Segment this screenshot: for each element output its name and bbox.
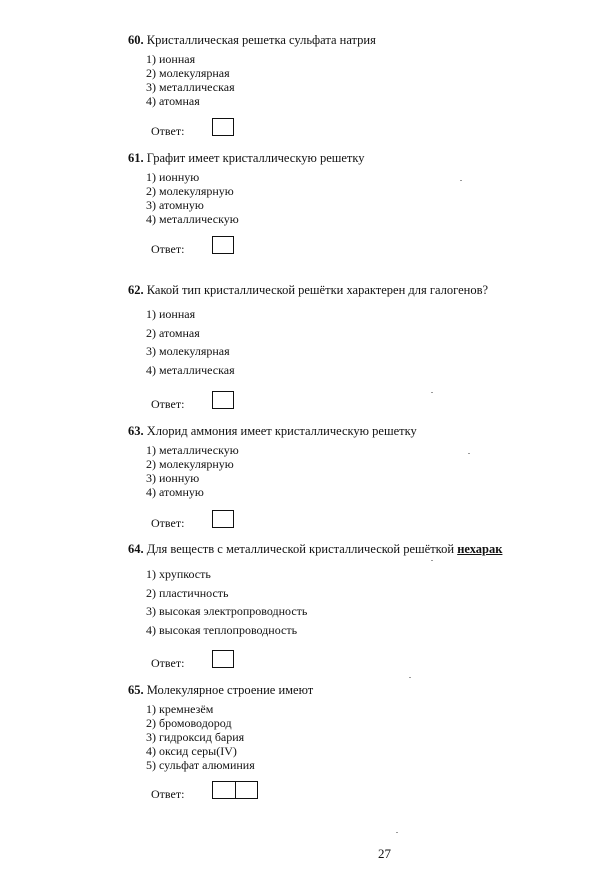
option: 2) молекулярная — [146, 66, 230, 80]
question-65 — [128, 683, 588, 772]
answer-box[interactable] — [212, 118, 234, 136]
option: 2) молекулярную — [146, 184, 234, 198]
option: 1) кремнезём — [146, 702, 214, 716]
scan-speck — [409, 677, 411, 678]
option: 1) ионную — [146, 170, 200, 184]
options-list — [128, 702, 588, 772]
question-61 — [128, 151, 588, 226]
option: 2) бромоводород — [146, 716, 232, 730]
page-number: 27 — [378, 846, 391, 861]
option: 3) металлическая — [146, 80, 235, 94]
answer-box-double[interactable] — [212, 781, 258, 799]
option: 4) металлическая — [146, 362, 235, 377]
answer-box[interactable] — [212, 236, 234, 254]
option: 3) гидроксид бария — [146, 730, 245, 744]
question-number: 62. — [128, 283, 144, 297]
scan-speck — [460, 180, 462, 181]
question-text: Молекулярное строение имеют — [146, 683, 314, 697]
question-number: 65. — [128, 683, 144, 697]
question-61-title — [128, 151, 588, 166]
answer-label: Ответ: — [151, 516, 185, 530]
options-list — [128, 443, 588, 499]
scan-speck — [431, 560, 433, 561]
options-list — [128, 305, 588, 379]
question-62 — [128, 283, 588, 379]
answer-cell[interactable] — [235, 782, 257, 798]
answer-label: Ответ: — [151, 124, 185, 138]
answer-label: Ответ: — [151, 656, 185, 670]
options-list — [128, 52, 588, 108]
question-text: Для веществ с металлической кристаллической решёткой — [146, 542, 458, 556]
option: 4) атомную — [146, 485, 204, 499]
option: 2) пластичность — [146, 585, 229, 600]
question-text: Какой тип кристаллической решётки характерен для галогенов? — [146, 283, 489, 297]
question-62-title — [128, 283, 588, 298]
question-number: 63. — [128, 424, 144, 438]
answer-label: Ответ: — [151, 787, 185, 801]
question-64 — [128, 542, 503, 639]
question-60 — [128, 33, 588, 108]
question-emphasis: нехарак — [457, 542, 503, 556]
option: 3) ионную — [146, 471, 200, 485]
answer-box[interactable] — [212, 650, 234, 668]
option: 2) молекулярную — [146, 457, 234, 471]
option: 4) металлическую — [146, 212, 239, 226]
question-60-title — [128, 33, 588, 48]
question-64-title — [128, 542, 503, 557]
scan-speck — [431, 392, 433, 393]
scan-speck — [468, 453, 470, 454]
option: 1) металлическую — [146, 443, 239, 457]
option: 5) сульфат алюминия — [146, 758, 255, 772]
answer-cell[interactable] — [213, 782, 235, 798]
question-number: 60. — [128, 33, 144, 47]
option: 3) атомную — [146, 198, 204, 212]
option: 4) оксид серы(IV) — [146, 744, 237, 758]
question-number: 61. — [128, 151, 144, 165]
options-list — [128, 565, 486, 639]
question-65-title — [128, 683, 588, 698]
answer-label: Ответ: — [151, 397, 185, 411]
question-text: Кристаллическая решетка сульфата натрия — [146, 33, 376, 47]
option: 3) молекулярная — [146, 344, 230, 358]
option: 1) ионная — [146, 52, 196, 66]
option: 3) высокая электропроводность — [146, 604, 308, 618]
option: 1) ионная — [146, 307, 196, 321]
option: 1) хрупкость — [146, 567, 211, 581]
question-text: Графит имеет кристаллическую решетку — [146, 151, 365, 165]
question-63 — [128, 424, 588, 499]
answer-box[interactable] — [212, 391, 234, 409]
options-list — [128, 170, 588, 226]
question-63-title — [128, 424, 588, 439]
question-text: Хлорид аммония имеет кристаллическую решетку — [146, 424, 417, 438]
answer-box[interactable] — [212, 510, 234, 528]
question-number: 64. — [128, 542, 144, 556]
answer-label: Ответ: — [151, 242, 185, 256]
option: 4) высокая теплопроводность — [146, 622, 298, 637]
option: 4) атомная — [146, 94, 200, 108]
option: 2) атомная — [146, 325, 200, 340]
scan-speck — [396, 832, 398, 833]
